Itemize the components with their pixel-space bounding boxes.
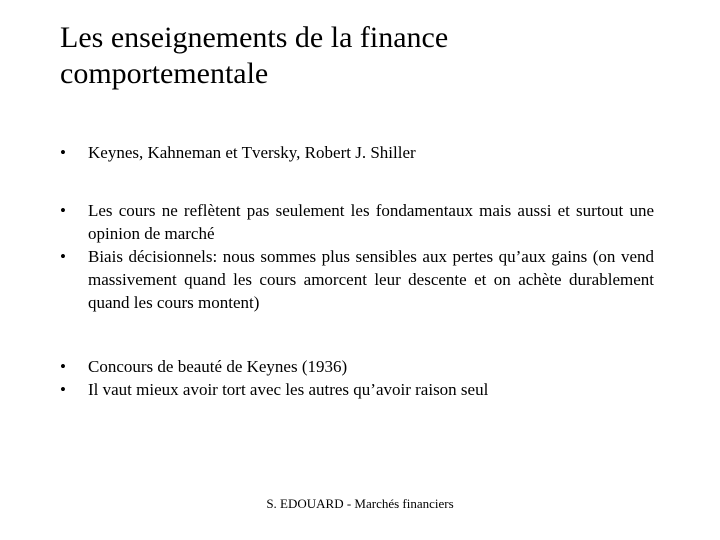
bullet-text: Il vaut mieux avoir tort avec les autres qu’avoir raison seul <box>88 380 489 399</box>
bullet-group-keynes-contest <box>60 355 654 401</box>
slide-title: Les enseignements de la finance comportementale <box>60 21 449 90</box>
bullet-marker: • <box>60 357 66 376</box>
bullet-item <box>60 355 654 378</box>
bullet-marker: • <box>60 143 66 162</box>
bullet-group-market-opinion <box>60 199 654 314</box>
bullet-item <box>60 245 654 314</box>
bullet-group-authors <box>60 141 654 164</box>
bullet-text: Biais décisionnels: nous sommes plus sensibles aux pertes qu’aux gains (on vend massivement quand les cours amorcent leur descente et on achète durablement quand les cours montent) <box>88 247 654 312</box>
bullet-item <box>60 378 654 401</box>
bullet-marker: • <box>60 247 66 266</box>
bullet-marker: • <box>60 201 66 220</box>
bullet-text: Les cours ne reflètent pas seulement les fondamentaux mais aussi et surtout une opinion de marché <box>88 201 654 243</box>
bullet-marker: • <box>60 380 66 399</box>
bullet-text: Keynes, Kahneman et Tversky, Robert J. Shiller <box>88 143 416 162</box>
bullet-text: Concours de beauté de Keynes (1936) <box>88 357 348 376</box>
bullet-item <box>60 199 654 245</box>
slide-footer: S. EDOUARD - Marchés financiers <box>266 496 454 511</box>
bullet-item <box>60 141 654 164</box>
